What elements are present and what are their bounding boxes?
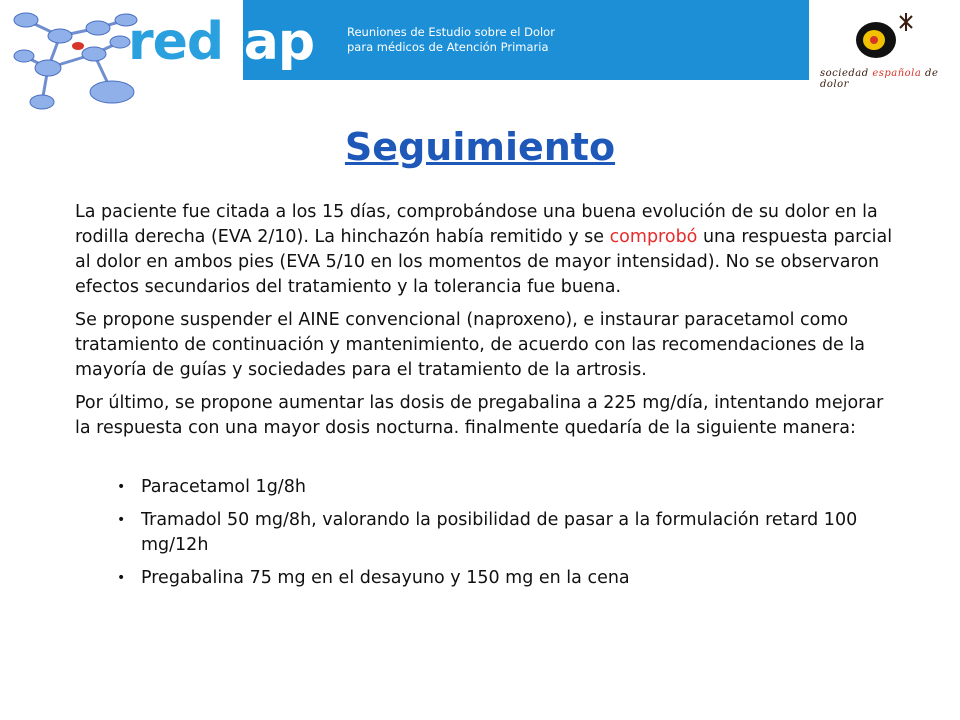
brand-part-1: red <box>128 12 224 72</box>
list-item <box>117 475 895 500</box>
paragraph-3: Por último, se propone aumentar las dosis de pregabalina a 225 mg/día, intentando mejorar la respuesta con una mayor dosis nocturna. finalmente quedaría de la siguiente manera: <box>75 393 884 438</box>
bullet-icon: • <box>117 512 126 528</box>
paragraph-2: Se propone suspender el AINE convencional (naproxeno), e instaurar paracetamol como tratamiento de continuación y mantenimiento, de acuerdo con las recomendaciones de la mayoría de guías y sociedades para el tratamiento de la artrosis. <box>75 310 865 380</box>
society-name-part-3: de dolor <box>820 68 939 90</box>
tagline-line-2: para médicos de Atención Primaria <box>347 40 549 54</box>
treatment-list <box>75 475 895 591</box>
page-title: Seguimiento <box>344 125 616 169</box>
society-name <box>820 68 960 90</box>
slide-body <box>75 200 895 599</box>
header-tagline <box>347 25 555 55</box>
society-name-part-1: sociedad <box>820 68 873 79</box>
paragraph-1-start: La paciente fue citada a los 15 días, comprobándose una buena evolución de su dolor en la rodilla derecha (EVA 2/10). La hinchazón había remitido y se <box>75 202 878 247</box>
list-item-text: Paracetamol 1g/8h <box>141 477 306 497</box>
network-logo-icon <box>8 6 148 116</box>
brand-wordmark <box>128 12 314 72</box>
paragraph-1-end: una respuesta parcial al dolor en ambos pies (EVA 5/10 en los momentos de mayor intensidad). No se observaron efectos secundarios del tratamiento y la tolerancia fue buena. <box>75 227 893 297</box>
bullet-icon: • <box>117 479 126 495</box>
list-item <box>117 508 895 558</box>
paragraph-1 <box>75 200 895 300</box>
list-item <box>117 566 895 591</box>
list-item-text: Tramadol 50 mg/8h, valorando la posibilidad de pasar a la formulación retard 100 mg/12h <box>141 510 858 555</box>
list-item-text: Pregabalina 75 mg en el desayuno y 150 mg en la cena <box>141 568 630 588</box>
bullet-icon: • <box>117 570 126 586</box>
society-name-part-2: española <box>872 68 922 79</box>
highlighted-word: comprobó <box>609 227 698 247</box>
tagline-line-1: Reuniones de Estudio sobre el Dolor <box>347 25 555 39</box>
brand-part-2: -ap <box>223 12 315 72</box>
